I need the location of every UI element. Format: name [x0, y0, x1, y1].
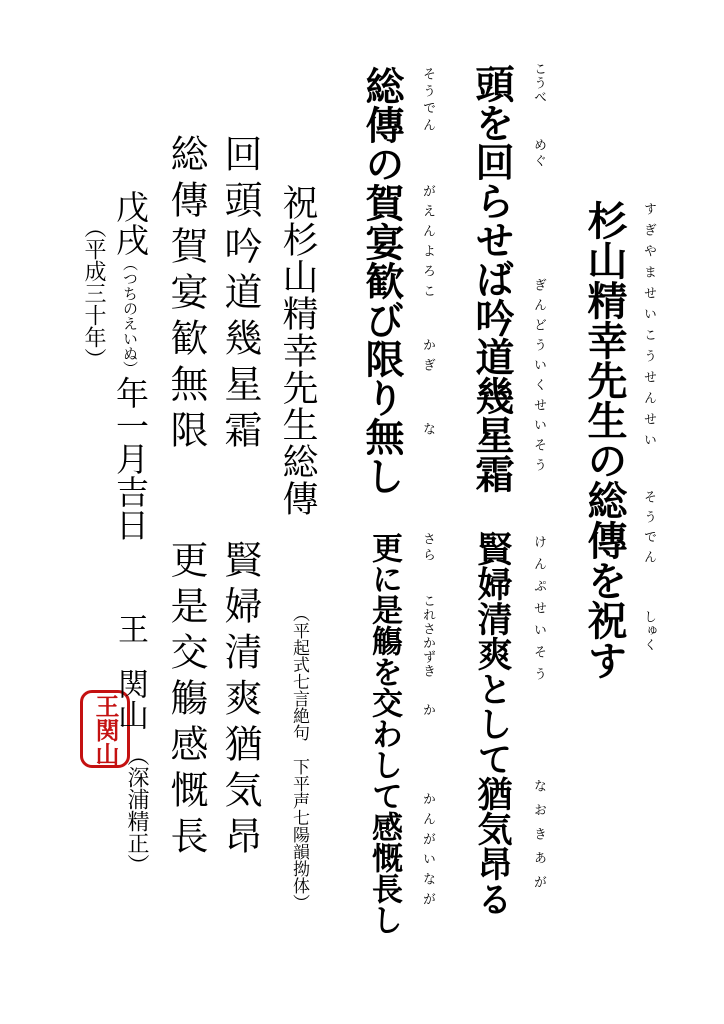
main-title-furigana-3: しゅく — [641, 610, 656, 652]
date-era-reading: （つちのえいぬ） — [121, 256, 139, 376]
seal-text: 王関山 — [91, 694, 120, 766]
poem-line-3-furigana-4: な — [420, 422, 435, 435]
poem-line-1-furigana-1: こうべ — [531, 62, 546, 104]
poem-line-3: 総傳の賀宴歓び限り無し — [359, 66, 404, 495]
date-western-note: （平成三十年） — [81, 216, 106, 370]
signature-art-name: 関山 — [112, 668, 148, 730]
poem-line-3-furigana-2: がえんよろこ — [420, 184, 435, 304]
kanshi-heading: 祝杉山精幸先生総傳 — [277, 184, 318, 517]
red-name-seal — [80, 690, 130, 768]
signature-real-name: （深浦精正） — [124, 744, 149, 876]
date-rest: 年一月吉日 — [111, 376, 150, 541]
poem-line-2-furigana-2: なおきあが — [531, 779, 546, 899]
date-column — [111, 190, 150, 541]
poem-line-3-furigana-3: かぎ — [420, 338, 435, 378]
kanshi-line-2: 賢婦清爽猶気昂 — [218, 540, 262, 862]
signature-family-name: 王 — [112, 613, 148, 644]
date-era: 戊戌 — [111, 190, 150, 256]
poem-form-note: （平起式七言絶句 下平声七陽韻拗体） — [289, 605, 309, 911]
poem-line-4-furigana-2: これさかずき — [420, 594, 435, 678]
poem-line-3-furigana-1: そうでん — [420, 67, 435, 135]
poem-line-1-furigana-3: ぎんどういくせいそう — [531, 278, 546, 478]
kanshi-line-1: 回頭吟道幾星霜 — [218, 134, 262, 456]
poem-line-4-furigana-1: さら — [420, 532, 435, 564]
main-title-furigana-1: すぎやませいこうせんせい — [641, 202, 656, 454]
kanshi-line-4: 更是交觴感慨長 — [164, 540, 208, 862]
poem-line-2-furigana-1: けんぷせいそう — [531, 535, 546, 689]
main-title-furigana-2: そうでん — [641, 490, 656, 570]
poem-line-4-furigana-3: か — [420, 703, 435, 716]
poem-line-1: 頭を回らせば吟道幾星霜 — [469, 64, 514, 493]
poem-line-2: 賢婦清爽として猶気昂る — [472, 531, 512, 916]
poem-line-4-furigana-4: かんがいなが — [420, 792, 435, 912]
kanshi-line-3: 総傳賀宴歓無限 — [164, 134, 208, 456]
main-title: 杉山精幸先生の総傳を祝す — [581, 200, 627, 680]
poem-line-1-furigana-2: めぐ — [531, 138, 546, 170]
poem-line-4: 更に是觴を交わして感慨長し — [366, 532, 402, 935]
